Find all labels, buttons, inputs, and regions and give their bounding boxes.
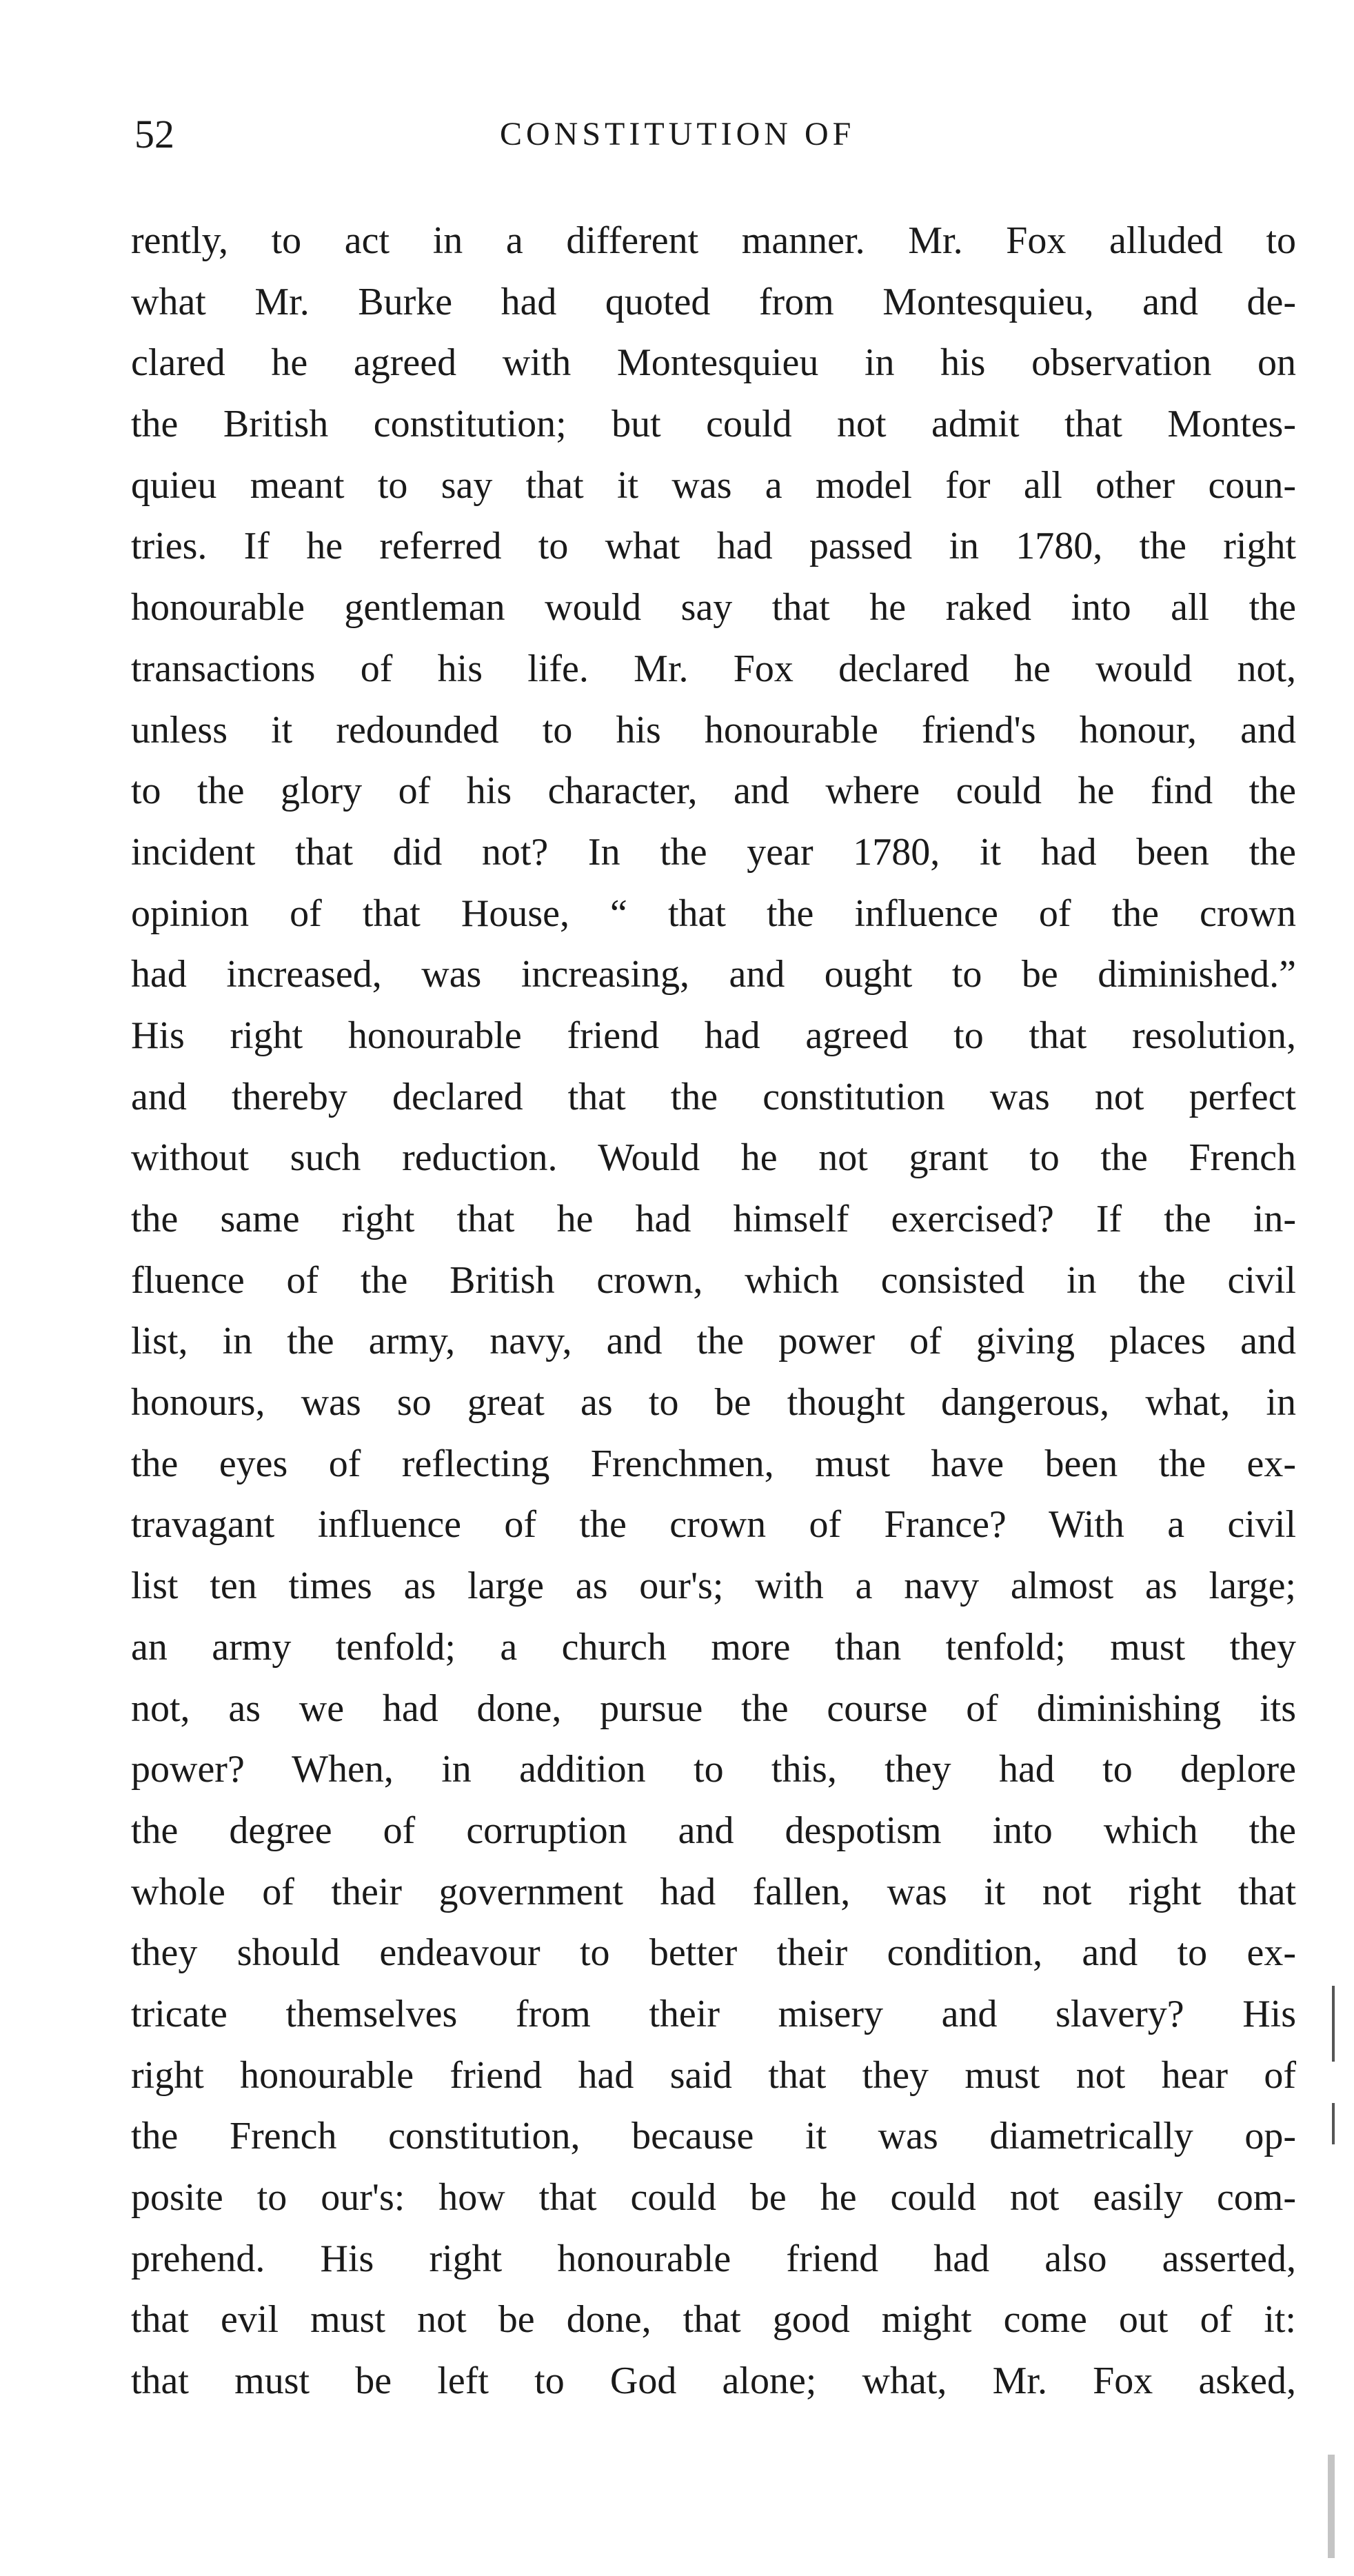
text-line: fluence of the British crown, which consisted in the civil bbox=[131, 1258, 1296, 1302]
text-line: honourable gentleman would say that he raked into all the bbox=[131, 586, 1296, 630]
text-line: the British constitution; but could not admit that Montes- bbox=[131, 403, 1296, 446]
text-line: the degree of corruption and despotism into which the bbox=[131, 1809, 1296, 1852]
text-line: an army tenfold; a church more than tenfold; must they bbox=[131, 1625, 1296, 1669]
text-line: unless it redounded to his honourable friend's honour, and bbox=[131, 708, 1296, 752]
text-line: power? When, in addition to this, they had to deplore bbox=[131, 1748, 1296, 1791]
text-line: list, in the army, navy, and the power of giving places and bbox=[131, 1320, 1296, 1363]
margin-mark bbox=[1332, 1986, 1335, 2062]
text-line: what Mr. Burke had quoted from Montesquieu, and de- bbox=[131, 280, 1296, 323]
text-line: the French constitution, because it was diametrically op- bbox=[131, 2115, 1296, 2158]
text-line: the eyes of reflecting Frenchmen, must have been the ex- bbox=[131, 1442, 1296, 1485]
text-line: clared he agreed with Montesquieu in his observation on bbox=[131, 341, 1296, 385]
text-line: tries. If he referred to what had passed in 1780, the right bbox=[131, 525, 1296, 568]
text-line: they should endeavour to better their condition, and to ex- bbox=[131, 1931, 1296, 1975]
body-text bbox=[131, 210, 1296, 2412]
text-line: travagant influence of the crown of France? With a civil bbox=[131, 1503, 1296, 1547]
page-header bbox=[131, 103, 1296, 165]
text-line: transactions of his life. Mr. Fox declared he would not, bbox=[131, 647, 1296, 690]
text-line: the same right that he had himself exercised? If the in- bbox=[131, 1198, 1296, 1240]
text-line: tricate themselves from their misery and slavery? His bbox=[131, 1992, 1296, 2035]
text-line: to the glory of his character, and where could he find the bbox=[131, 769, 1296, 813]
text-line: incident that did not? In the year 1780, it had been the bbox=[131, 830, 1296, 874]
running-head: CONSTITUTION OF bbox=[500, 116, 856, 152]
text-line: and thereby declared that the constitution was not perfect bbox=[131, 1075, 1296, 1118]
page-edge-mark bbox=[1328, 2455, 1335, 2558]
text-line: that evil must not be done, that good might come out of it: bbox=[131, 2298, 1296, 2342]
text-line: had increased, was increasing, and ought to be diminished.” bbox=[131, 953, 1296, 996]
text-line: rently, to act in a different manner. Mr. Fox alluded to bbox=[131, 219, 1296, 262]
text-line: His right honourable friend had agreed to that resolution, bbox=[131, 1014, 1296, 1057]
text-line: honours, was so great as to be thought dangerous, what, in bbox=[131, 1381, 1296, 1425]
margin-mark bbox=[1332, 2103, 1335, 2144]
text-line: whole of their government had fallen, was it not right that bbox=[131, 1870, 1296, 1913]
text-line: that must be left to God alone; what, Mr. Fox asked, bbox=[131, 2359, 1296, 2403]
text-line: posite to our's: how that could be he could not easily com- bbox=[131, 2176, 1296, 2219]
page-number: 52 bbox=[134, 112, 174, 157]
text-line: quieu meant to say that it was a model for all other coun- bbox=[131, 463, 1296, 507]
text-line: right honourable friend had said that they must not hear of bbox=[131, 2053, 1296, 2097]
text-line: opinion of that House, “ that the influence of the crown bbox=[131, 892, 1296, 935]
text-line: list ten times as large as our's; with a navy almost as large; bbox=[131, 1564, 1296, 1608]
text-line: prehend. His right honourable friend had also asserted, bbox=[131, 2237, 1296, 2280]
text-line: without such reduction. Would he not grant to the French bbox=[131, 1136, 1296, 1180]
text-line: not, as we had done, pursue the course of diminishing its bbox=[131, 1687, 1296, 1730]
